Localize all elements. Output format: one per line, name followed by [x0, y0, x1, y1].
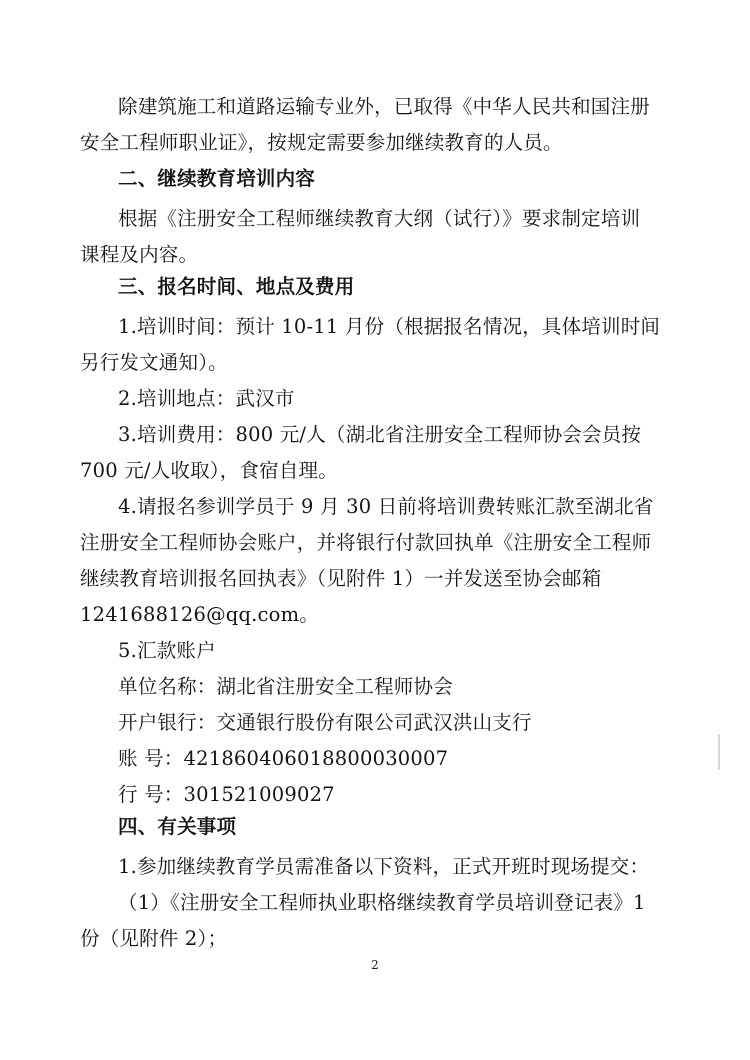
body-text-line: 课程及内容。: [80, 243, 199, 266]
body-text-line: （1）《注册安全工程师执业职格继续教育学员培训登记表》1: [118, 891, 646, 914]
section-heading: 三、报名时间、地点及费用: [118, 275, 355, 298]
body-text-line: 份（见附件 2）；: [80, 927, 228, 950]
body-text-line: 注册安全工程师协会账户，并将银行付款回执单《注册安全工程师: [80, 531, 652, 554]
body-text-line: 1.参加继续教育学员需准备以下资料，正式开班时现场提交：: [118, 855, 650, 878]
account-number: 账 号：421860406018800030007: [118, 747, 449, 770]
body-text-line: 5.汇款账户: [118, 639, 216, 662]
scan-artifact: [718, 734, 720, 770]
body-text-line: 3.培训费用：800 元/人（湖北省注册安全工程师协会会员按: [118, 423, 642, 446]
section-heading: 四、有关事项: [118, 815, 237, 838]
page-number: 2: [371, 958, 379, 972]
body-text-line: 继续教育培训报名回执表》（见附件 1）一并发送至协会邮箱: [80, 567, 602, 590]
body-text-line: 另行发文通知）。: [80, 351, 228, 374]
body-text-line: 安全工程师职业证》，按规定需要参加继续教育的人员。: [80, 131, 563, 154]
account-bank: 开户银行：交通银行股份有限公司武汉洪山支行: [118, 711, 532, 734]
body-text-line: 根据《注册安全工程师继续教育大纲（试行）》要求制定培训: [118, 207, 641, 230]
body-text-line: 2.培训地点：武汉市: [118, 387, 295, 410]
section-heading: 二、继续教育培训内容: [118, 167, 316, 190]
email-address: 1241688126@qq.com。: [80, 603, 319, 626]
body-text-line: 700 元/人收取），食宿自理。: [80, 459, 338, 482]
account-unit-name: 单位名称：湖北省注册安全工程师协会: [118, 675, 453, 698]
bank-code: 行 号：301521009027: [118, 783, 335, 806]
body-text-line: 1.培训时间：预计 10-11 月份（根据报名情况，具体培训时间: [118, 315, 661, 338]
body-text-line: 除建筑施工和道路运输专业外，已取得《中华人民共和国注册: [118, 95, 650, 118]
body-text-line: 4.请报名参训学员于 9 月 30 日前将培训费转账汇款至湖北省: [118, 495, 654, 518]
